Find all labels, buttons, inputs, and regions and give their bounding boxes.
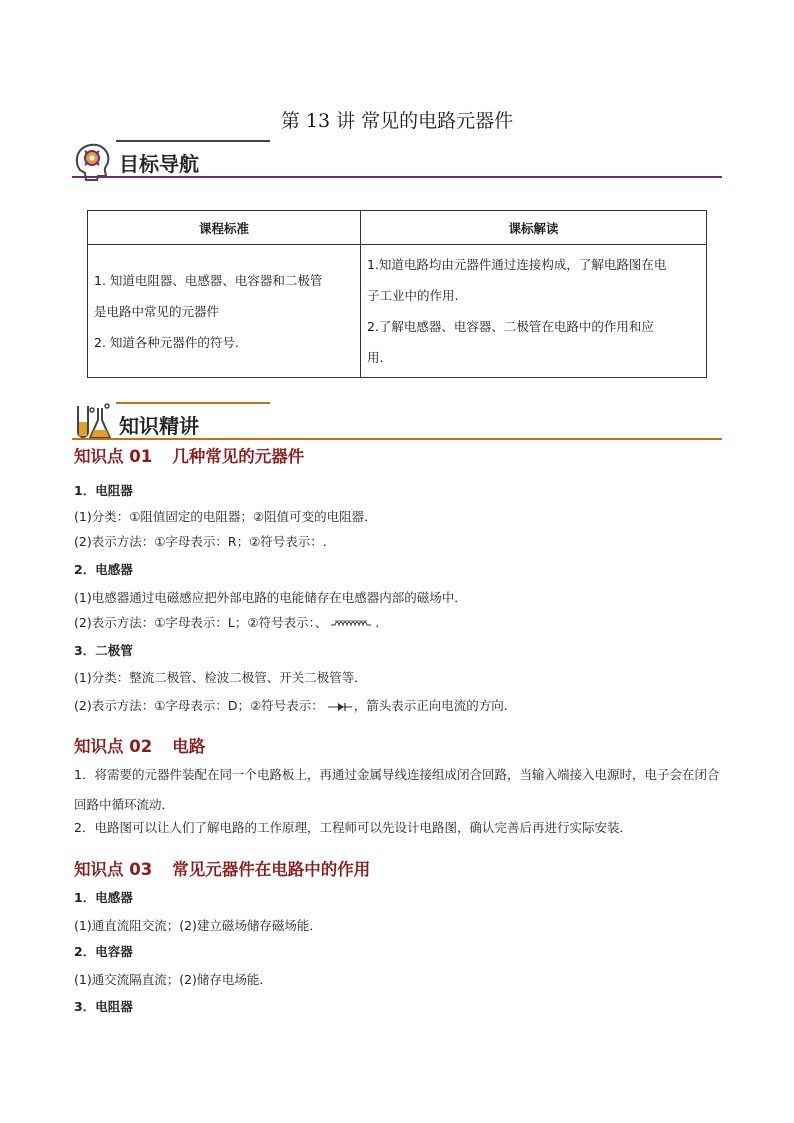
text-line: (1)分类：①阻值固定的电阻器；②阻值可变的电阻器． [74,509,377,524]
kp-title: 电路 [172,737,206,756]
text-line-with-symbol [74,696,508,714]
cell-line: 1. 知道电阻器、电感器、电容器和二极管 [94,272,323,288]
kp-number: 知识点 01 [74,447,153,466]
item-heading: 2．电容器 [74,944,133,959]
cell-line: 用. [367,350,384,365]
item-heading: 3．二极管 [74,643,133,658]
section-top-line [116,402,270,404]
paragraph: 1．将需要的元器件装配在同一个电路板上，再通过金属导线连接组成闭合回路，当输入端接入电源时，电子会在闭合回路中循环流动． [74,767,720,812]
diode-symbol-icon [328,702,354,712]
knowledge-point-heading [74,443,304,467]
cell-line: 2. 知道各种元器件的符号. [94,334,239,350]
text-line: (1)通交流隔直流；(2)储存电场能． [74,972,272,987]
section-label: 知识精讲 [119,414,199,438]
table-cell-interpretation [361,245,707,378]
inductor-symbol-icon [331,619,375,629]
section-divider [72,438,722,440]
table-row [88,245,707,378]
section-header-goal [72,140,722,184]
item-heading: 3．电阻器 [74,999,133,1014]
text-line: (2)表示方法：①字母表示：L；②符号表示：、 [74,615,328,630]
cell-line: 是电路中常见的元器件 [94,303,220,319]
table-header-row [88,211,707,245]
text-line: (2)表示方法：①字母表示：D；②符号表示： [74,698,324,713]
text-line: ，箭头表示正向电流的方向. [353,698,508,713]
section-divider [72,176,722,178]
table-header: 课标解读 [361,211,707,245]
item-heading: 2．电感器 [74,562,133,577]
text-line: (1)通直流阻交流；(2)建立磁场储存磁场能． [74,918,322,933]
knowledge-point-heading [74,856,370,880]
cell-line: 子工业中的作用. [367,288,459,303]
text-line: (1)分类：整流二极管、检波二极管、开关二极管等． [74,670,367,685]
item-heading: 1．电阻器 [74,483,133,498]
item-heading: 1．电感器 [74,890,133,905]
text-line: (2)表示方法：①字母表示：R；②符号表示：. [74,534,327,549]
paragraph: 2．电路图可以让人们了解电路的工作原理，工程师可以先设计电路图，确认完善后再进行实际安装． [74,820,632,835]
text-line-with-symbol: (2)表示方法：①字母表示：L；②符号表示：、 . [74,615,380,630]
text-line: (1)电感器通过电磁感应把外部电路的电能储存在电感器内部的磁场中． [74,590,467,605]
knowledge-point-heading [74,733,205,757]
table-header: 课程标准 [88,211,361,245]
curriculum-table [87,210,707,378]
page-title: 第 13 讲 常见的电路元器件 [280,110,514,132]
kp-number: 知识点 03 [74,860,153,879]
kp-title: 常见元器件在电路中的作用 [172,860,371,879]
table-cell-standards [88,245,361,378]
kp-number: 知识点 02 [74,737,153,756]
cell-line: 2.了解电感器、电容器、二极管在电路中的作用和应 [367,319,654,334]
section-top-line [116,140,270,142]
kp-title: 几种常见的元器件 [172,447,305,466]
cell-line: 1.知道电路均由元器件通过连接构成，了解电路图在电 [367,257,667,272]
section-label: 目标导航 [119,152,199,176]
section-header-knowledge [72,402,722,446]
